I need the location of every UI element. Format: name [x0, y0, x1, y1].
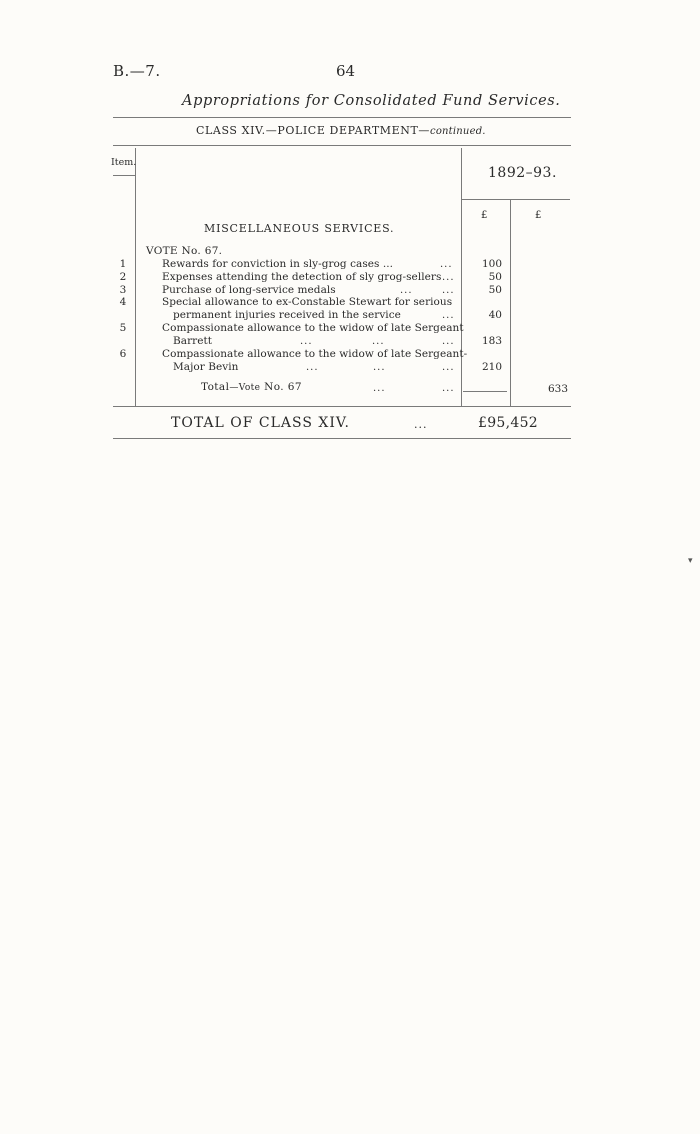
row-amount: 40	[488, 309, 502, 321]
leader-dots: ...	[306, 362, 319, 373]
currency-header-1: £	[481, 210, 488, 221]
leader-dots: ...	[442, 285, 455, 296]
vote-total-vote: —Vote	[229, 383, 261, 393]
class-heading-continued: continued.	[430, 126, 486, 137]
scan-mark: ▾	[688, 556, 693, 566]
row-text: Compassionate allowance to the widow of late Sergeant-	[162, 348, 468, 360]
vote-total-number: No. 67	[260, 381, 302, 393]
row-text: Expenses attending the detection of sly grog-sellers	[162, 271, 442, 283]
item-number: 3	[119, 284, 127, 296]
subtotal-rule	[463, 391, 507, 392]
row-text-continued: Barrett	[173, 335, 213, 347]
row-amount: 50	[488, 271, 502, 283]
item-column-header: Item.	[111, 157, 137, 168]
year-column-header: 1892–93.	[488, 165, 557, 181]
row-amount: 183	[481, 335, 502, 347]
class-heading-text: CLASS XIV.—POLICE DEPARTMENT—	[196, 124, 431, 137]
amount-column-rule	[461, 148, 462, 406]
item-number: 4	[119, 296, 127, 308]
table-bottom-rule	[113, 406, 571, 407]
leader-dots: ...	[300, 336, 313, 347]
row-text: Rewards for conviction in sly-grog cases ...	[162, 258, 394, 270]
item-header-underline	[113, 175, 135, 176]
leader-dots: ...	[442, 272, 455, 283]
item-number: 6	[119, 348, 127, 360]
document-title: Appropriations for Consolidated Fund Services.	[182, 93, 561, 109]
total-column-rule	[510, 200, 511, 406]
table-top-rule	[113, 145, 571, 146]
row-amount: 210	[481, 361, 502, 373]
item-number: 2	[119, 271, 127, 283]
leader-dots: ...	[373, 383, 386, 394]
row-text: Purchase of long-service medals	[162, 284, 336, 296]
row-amount: 50	[488, 284, 502, 296]
leader-dots: ...	[440, 259, 453, 270]
leader-dots: ...	[442, 383, 455, 394]
title-rule	[113, 117, 571, 118]
page-reference: B.—7.	[113, 62, 161, 80]
item-number: 5	[119, 322, 127, 334]
year-header-underline	[462, 199, 570, 200]
row-text-continued: permanent injuries received in the service	[173, 309, 401, 321]
leader-dots: ...	[373, 362, 386, 373]
vote-total-label	[201, 381, 302, 393]
row-amount: 100	[481, 258, 502, 270]
row-text-continued: Major Bevin	[173, 361, 239, 373]
vote-total-value: 633	[547, 383, 568, 395]
item-number: 1	[119, 258, 127, 270]
class-total-rule	[113, 438, 571, 439]
class-heading	[196, 124, 486, 137]
leader-dots: ...	[442, 362, 455, 373]
leader-dots: ...	[372, 336, 385, 347]
section-title: MISCELLANEOUS SERVICES.	[204, 222, 395, 235]
row-text: Compassionate allowance to the widow of late Sergeant	[162, 322, 464, 334]
leader-dots: ...	[442, 336, 455, 347]
page-number: 64	[336, 62, 356, 80]
vote-label: VOTE No. 67.	[146, 245, 223, 257]
currency-header-2: £	[535, 210, 542, 221]
row-text: Special allowance to ex-Constable Stewart for serious	[162, 296, 453, 308]
item-column-rule	[135, 148, 136, 406]
class-total-dots: ...	[414, 418, 428, 431]
class-total-label: TOTAL OF CLASS XIV.	[171, 415, 351, 431]
leader-dots: ...	[400, 285, 413, 296]
vote-total-word: Total	[201, 381, 230, 393]
class-total-value: £95,452	[478, 415, 538, 431]
leader-dots: ...	[442, 310, 455, 321]
